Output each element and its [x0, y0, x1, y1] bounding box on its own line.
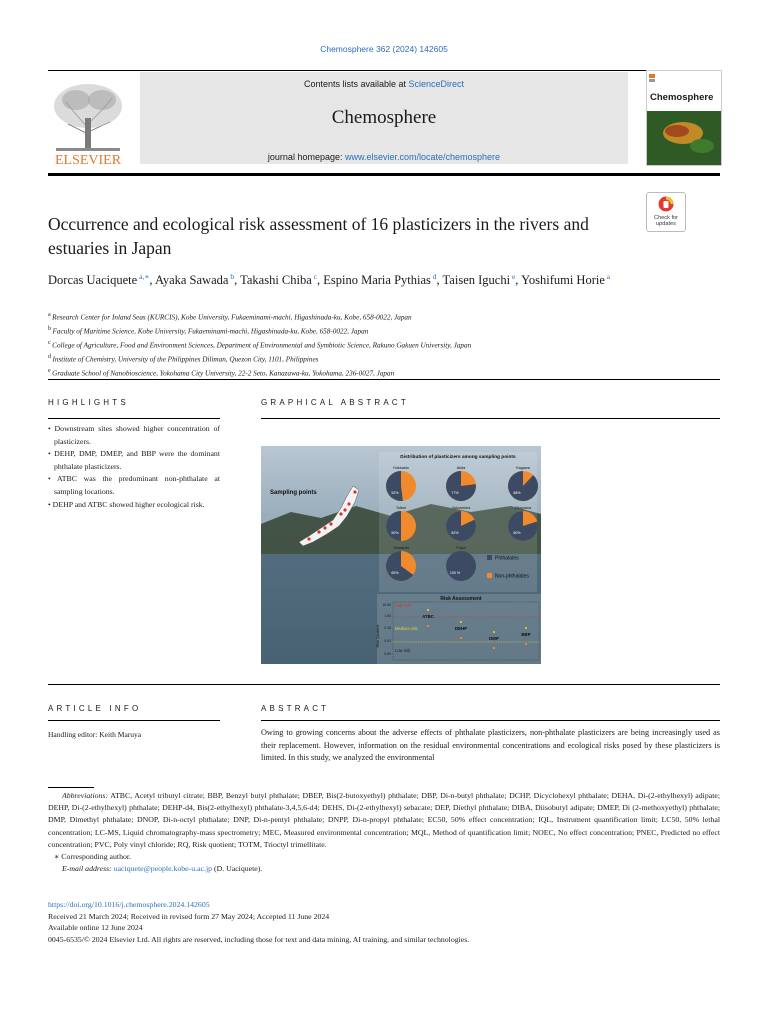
map-point — [329, 522, 332, 525]
pie-panel-title: Distribution of plasticizers among sampling points — [400, 455, 516, 460]
risk-medium-label: Medium risk — [395, 626, 418, 631]
author-affiliation-marker[interactable]: e — [510, 272, 516, 281]
affiliation-text: Institute of Chemistry, University of the Philippines Diliman, Quezon City, 1101, Philippines — [52, 355, 319, 364]
abstract-heading: ABSTRACT — [261, 704, 330, 713]
abbreviations-footnote — [48, 790, 720, 875]
map-point — [347, 502, 350, 505]
pie-value-label: 65% — [391, 571, 399, 575]
highlight-item: • Downstream sites showed higher concentration of plasticizers. — [48, 424, 220, 446]
contents-prefix: Contents lists available at — [303, 79, 409, 89]
email-label: E-mail address: — [62, 864, 112, 874]
available-online: Available online 12 June 2024 — [48, 923, 143, 932]
pie-site-label: Yokkaichi — [393, 546, 409, 550]
article-title: Occurrence and ecological risk assessment of 16 plasticizers in the rivers and estuaries in Japan — [48, 214, 589, 258]
check-line1: Check for — [654, 215, 678, 221]
pie-site-label: Akita — [456, 466, 466, 470]
article-info-rule — [48, 720, 220, 721]
risk-tick-label: 0.10 — [384, 626, 391, 630]
author-name[interactable]: Espino Maria Pythias — [323, 273, 431, 288]
author-affiliation-marker[interactable]: c — [311, 272, 317, 281]
email-line — [48, 863, 720, 875]
abstract-rule — [261, 720, 720, 721]
highlights-rule — [48, 418, 220, 419]
pie-value-label: 82% — [451, 531, 459, 535]
pie-value-label: 77% — [451, 491, 459, 495]
handling-editor: Handling editor: Keith Maruya — [48, 730, 142, 739]
legend-non-phthalates: Non-phthalates — [495, 573, 529, 580]
highlights-heading: HIGHLIGHTS — [48, 398, 129, 407]
affiliation-text: Graduate School of Nanobioscience, Yokohama City University, 22-2 Seto, Kanazawa-ku, Yokohama, 236-0027, Japan — [52, 369, 395, 378]
elsevier-tree-icon — [48, 78, 128, 168]
risk-point — [460, 621, 462, 623]
author-name[interactable]: Takashi Chiba — [240, 273, 312, 288]
affiliation-key: e — [48, 368, 53, 375]
map-point — [323, 526, 326, 529]
author-list: Dorcas Uaciquete $^{a,∗}$, Ayaka Sawada $^b$, Takashi Chiba $^c$, Espino Maria Pythias $^d$, Taisen Iguchi $^e$, Yoshifumi Horie $^a$ — [48, 272, 611, 288]
affiliation-text: Faculty of Maritime Science, Kobe University, Fukaeminami-machi, Higashinada-ku, Kobe, 658-0022, Japan — [52, 327, 369, 336]
copyright: 0045-6535/© 2024 Elsevier Ltd. All rights are reserved, including those for text and data mining, AI training, and similar technologies. — [48, 934, 470, 944]
pie-site-label: Yokoshima — [451, 506, 471, 510]
risk-tick-label: 0.01 — [384, 639, 391, 643]
risk-point — [493, 647, 495, 649]
doi-link[interactable]: https://doi.org/10.1016/j.chemosphere.2024.142605 — [48, 900, 210, 909]
risk-title: Risk Assessment — [440, 596, 482, 602]
risk-compound-label: DMP — [489, 636, 499, 641]
abbreviations-text: ATBC, Acetyl tributyl citrate; BBP, Benzyl butyl phthalate; DBEP, Bis(2-butoxyethyl) phthalate; DBP, Di-n-butyl phthalate; DCHP, Dicyclohexyl phthalate; DEHA, Di-(2-ethylhexyl) adipate; DEHP, Di-(2-ethylhexyl) phthalate; DEHP-d4, Bis(2-ethylhexyl) phthalate-3,4,5,6-d4; DEHS, Di-(2-ethylhexyl) sebacate; DEP, Diethyl phthalate; DIBA, Diisobutyl adipate; DMEP, Di (2-methoxyethyl) phthalate; DMP, Dimethyl phthalate; DNOP, Di-n-octyl phthalate; DNP, Di-n-pentyl phthalate; DNPP, Di-n-propyl phthalate; EC50, 50% effect concentration; IQL, Instrument quantification limit; LC50, 50% lethal concentration; LC-MS, Liquid chromatography-mass spectrometry; MEC, Measured environmental concentration; MQL, Method of quantification limit; NOEC, No effect concentration; PNEC, Predicted no effect concentration; PVC, Poly vinyl chloride; RQ, Risk quotient; TOTM, Trioctyl trimellitate. — [48, 791, 720, 849]
affiliation-text: Research Center for Inland Seas (KURCIS), Kobe University, Fukaeminami-machi, Higashinada-ku, Kobe, 658-0022, Japan — [52, 313, 412, 322]
legend-phthalates: Phthalates — [495, 555, 519, 562]
author-name[interactable]: Yoshifumi Horie — [521, 273, 605, 288]
abbreviations-label: Abbreviations: — [62, 791, 109, 800]
risk-point — [427, 625, 429, 627]
pie-site-label: Fukui — [456, 546, 466, 550]
legend-non-phthalates-swatch — [487, 573, 492, 578]
pie-phthalate-slice — [508, 471, 538, 501]
abstract-text: Owing to growing concerns about the adverse effects of phthalate plasticizers, non-phthalate plasticizers are being increasingly used as their replacement. However, information on the residual environmental concentrations and ecological risks posed by these plasticizers is limited. In this study, we analyzed the environmental — [261, 728, 720, 763]
article-info-heading: ARTICLE INFO — [48, 704, 142, 713]
risk-high-label: High risk — [395, 603, 412, 608]
pie-value-label: 88% — [513, 491, 521, 495]
map-point — [343, 508, 346, 511]
journal-reference[interactable]: Chemosphere 362 (2024) 142605 — [320, 44, 448, 54]
email-suffix: (D. Uaciquete). — [212, 864, 263, 874]
affiliation-item — [48, 352, 728, 366]
mid-rule — [48, 684, 720, 685]
risk-compound-label: ATBC — [422, 614, 434, 619]
homepage-link[interactable]: www.elsevier.com/locate/chemosphere — [344, 152, 501, 162]
highlights-list — [48, 423, 220, 511]
affiliation-key: b — [48, 326, 53, 333]
pie-site-label: Kagawa — [516, 466, 530, 470]
risk-compound-label: DEHP — [454, 626, 468, 631]
cover-image-icon — [647, 71, 721, 165]
journal-homepage — [140, 152, 628, 162]
check-line2: updates — [656, 221, 676, 227]
affiliation-key: a — [48, 312, 53, 318]
risk-point — [525, 643, 527, 645]
check-for-updates-badge[interactable] — [646, 192, 686, 232]
pie-value-label: 50% — [391, 531, 399, 535]
check-updates-icon — [647, 193, 685, 231]
risk-low-label: Low risk — [395, 648, 411, 653]
graphical-abstract-heading: GRAPHICAL ABSTRACT — [261, 398, 409, 407]
sampling-points-label: Sampling points — [270, 490, 317, 496]
risk-tick-label: 1.00 — [384, 614, 391, 618]
sciencedirect-link[interactable]: ScienceDirect — [408, 79, 465, 89]
affiliation-item — [48, 310, 728, 324]
highlight-item: • DEHP and ATBC showed higher ecological risk. — [48, 499, 205, 509]
pie-value-label: 52% — [391, 491, 399, 495]
author-affiliation-marker[interactable]: a — [604, 272, 611, 281]
graphical-abstract-figure[interactable] — [261, 446, 541, 664]
pie-site-label: Okayama — [514, 506, 532, 510]
affiliation-key: d — [48, 354, 53, 361]
contents-line — [140, 79, 628, 89]
risk-point — [427, 609, 429, 611]
pie-site-label: Tottori — [395, 506, 407, 510]
header-bottom-rule — [48, 173, 720, 176]
journal-cover[interactable] — [646, 70, 722, 166]
header-top-rule — [48, 70, 720, 71]
affiliation-key: c — [48, 340, 53, 347]
elsevier-logo[interactable] — [48, 78, 128, 168]
risk-ylabel: Risk Quotient — [376, 624, 380, 648]
pie-site-label: Hokkaido — [393, 466, 409, 470]
pie-phthalate-slice — [446, 551, 476, 581]
map-point — [339, 512, 342, 515]
risk-tick-label: 10.00 — [382, 603, 391, 607]
graphical-abstract-svg — [261, 446, 541, 664]
map-point — [307, 537, 310, 540]
cover-journal-title: Chemosphere — [650, 92, 714, 103]
affiliation-item — [48, 338, 728, 352]
highlight-item: • DEHP, DMP, DMEP, and BBP were the dominant phthalate plasticizers. — [48, 449, 220, 471]
pie-value-label: 100 % — [449, 571, 461, 575]
map-point — [317, 530, 320, 533]
corresponding-note: ∗ Corresponding author. — [54, 852, 131, 862]
affiliation-item — [48, 324, 728, 338]
legend-phthalates-swatch — [487, 555, 492, 560]
author-affiliation-marker[interactable]: a,∗ — [137, 272, 150, 281]
author-affiliation-marker[interactable]: b — [228, 272, 235, 281]
email-link[interactable]: uaciquete@people.kobe-u.ac.jp — [113, 864, 213, 874]
received-dates: Received 21 March 2024; Received in revised form 27 May 2024; Accepted 11 June 2024 — [48, 911, 330, 921]
risk-point — [493, 631, 495, 633]
map-point — [353, 490, 356, 493]
risk-point — [460, 637, 462, 639]
author-name[interactable]: Taisen Iguchi — [442, 273, 511, 288]
affiliation-rule — [48, 379, 720, 380]
pie-value-label: 80% — [513, 531, 521, 535]
risk-tick-label: 0.00 — [384, 652, 391, 656]
author-affiliation-marker[interactable]: d — [430, 272, 437, 281]
graphical-abstract-rule — [261, 418, 720, 419]
elsevier-logo-text: ELSEVIER — [54, 153, 122, 168]
homepage-prefix: journal homepage: — [267, 152, 345, 162]
article-metadata — [48, 899, 720, 945]
footnote-rule — [48, 787, 94, 788]
risk-compound-label: BBP — [521, 632, 531, 637]
affiliation-text: College of Agriculture, Food and Environment Sciences, Department of Environmental and Symbiotic Science, Rakuno Gakuen University, Japan — [52, 341, 472, 350]
journal-title: Chemosphere — [331, 107, 437, 128]
highlight-item: • ATBC was the predominant non-phthalate at sampling locations. — [48, 474, 220, 496]
author-name[interactable]: Ayaka Sawada — [154, 273, 229, 288]
risk-point — [525, 627, 527, 629]
author-name[interactable]: Dorcas Uaciquete — [48, 273, 138, 288]
affiliation-list — [48, 310, 728, 380]
